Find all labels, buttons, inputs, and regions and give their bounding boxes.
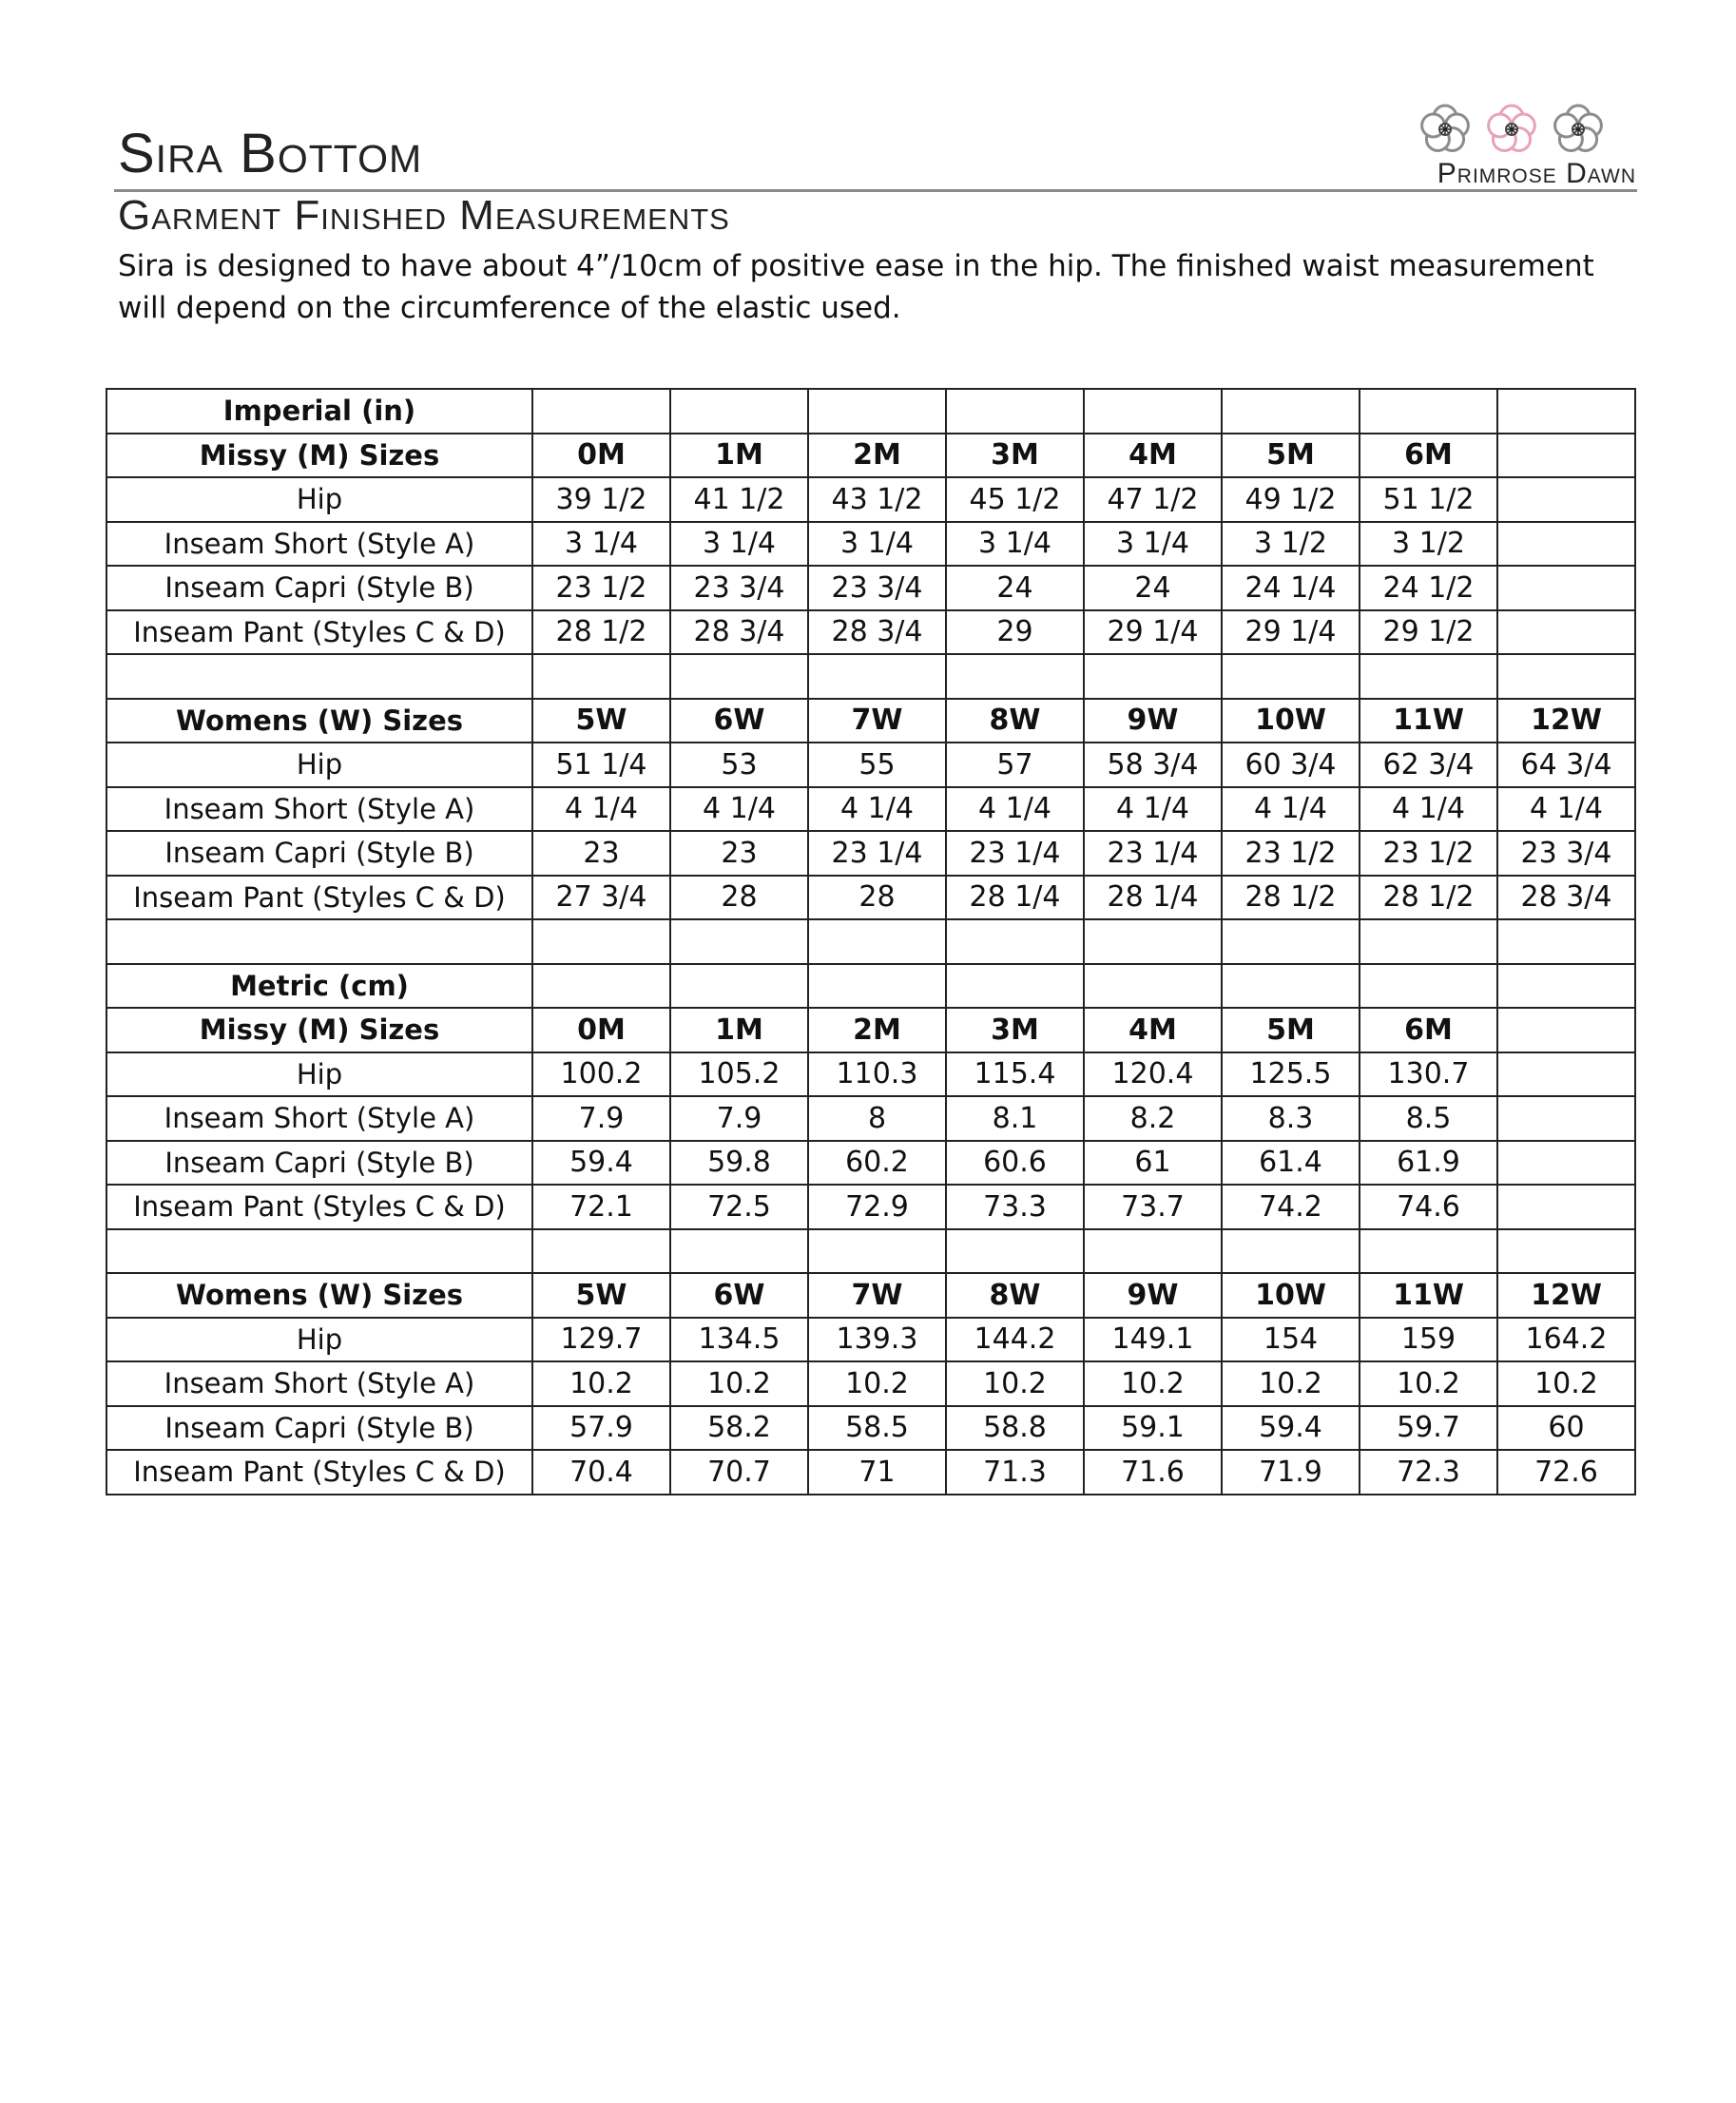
table-cell: 59.4	[532, 1141, 670, 1186]
table-cell	[1360, 964, 1497, 1009]
table-cell: 62 3/4	[1360, 743, 1497, 787]
table-cell: 10.2	[670, 1361, 808, 1406]
table-cell: 10.2	[532, 1361, 670, 1406]
table-cell: 23 1/2	[1360, 831, 1497, 876]
spacer-row	[106, 654, 1635, 699]
table-cell: 74.2	[1222, 1185, 1360, 1229]
table-cell: 23 1/2	[1222, 831, 1360, 876]
table-cell: 72.1	[532, 1185, 670, 1229]
table-cell: 2M	[808, 1008, 946, 1052]
unit-system-row	[106, 964, 1635, 1009]
table-cell: 11W	[1360, 699, 1497, 743]
table-cell	[670, 964, 808, 1009]
table-cell	[1497, 1141, 1635, 1186]
table-cell: 4 1/4	[670, 787, 808, 832]
table-cell: 8W	[946, 1273, 1084, 1318]
table-cell: 29 1/4	[1222, 610, 1360, 655]
table-cell: 74.6	[1360, 1185, 1497, 1229]
table-cell	[1222, 1229, 1360, 1274]
table-cell	[670, 919, 808, 964]
table-row	[106, 831, 1635, 876]
table-cell: 58 3/4	[1084, 743, 1222, 787]
table-cell: 3 1/2	[1222, 522, 1360, 567]
table-cell: 12W	[1497, 1273, 1635, 1318]
table-cell: 8.5	[1360, 1096, 1497, 1141]
table-cell: 23 3/4	[808, 566, 946, 610]
table-cell: 60.2	[808, 1141, 946, 1186]
table-cell: 10W	[1222, 699, 1360, 743]
table-cell: 59.7	[1360, 1406, 1497, 1451]
row-label-cell	[106, 1229, 532, 1274]
table-cell	[670, 1229, 808, 1274]
table-cell: 24 1/2	[1360, 566, 1497, 610]
table-cell	[1497, 389, 1635, 434]
table-cell: 23 1/4	[1084, 831, 1222, 876]
table-cell: 10.2	[1360, 1361, 1497, 1406]
table-cell	[1497, 654, 1635, 699]
table-cell: 23 3/4	[1497, 831, 1635, 876]
row-label-cell: Inseam Short (Style A)	[106, 522, 532, 567]
table-cell: 8W	[946, 699, 1084, 743]
table-row	[106, 743, 1635, 787]
row-label-cell: Inseam Pant (Styles C & D)	[106, 1450, 532, 1495]
table-cell: 3 1/4	[670, 522, 808, 567]
table-cell: 164.2	[1497, 1318, 1635, 1362]
table-cell: 3M	[946, 434, 1084, 478]
table-cell: 23 1/4	[808, 831, 946, 876]
table-cell	[1497, 1229, 1635, 1274]
row-label-cell: Hip	[106, 477, 532, 522]
table-cell: 23	[670, 831, 808, 876]
table-row	[106, 876, 1635, 920]
table-cell: 59.8	[670, 1141, 808, 1186]
table-cell: 130.7	[1360, 1052, 1497, 1097]
table-cell: 72.5	[670, 1185, 808, 1229]
row-label-cell: Womens (W) Sizes	[106, 699, 532, 743]
measurements-table-body	[106, 389, 1635, 1495]
table-cell: 61.4	[1222, 1141, 1360, 1186]
table-cell: 70.4	[532, 1450, 670, 1495]
table-cell: 24 1/4	[1222, 566, 1360, 610]
table-cell: 60.6	[946, 1141, 1084, 1186]
table-cell	[1497, 434, 1635, 478]
unit-system-row	[106, 389, 1635, 434]
table-cell	[1497, 1052, 1635, 1097]
table-cell: 4 1/4	[1497, 787, 1635, 832]
table-cell: 1M	[670, 434, 808, 478]
table-cell: 134.5	[670, 1318, 808, 1362]
table-row	[106, 566, 1635, 610]
table-cell: 58.5	[808, 1406, 946, 1451]
row-label-cell: Inseam Capri (Style B)	[106, 1141, 532, 1186]
table-cell: 41 1/2	[670, 477, 808, 522]
table-cell: 10W	[1222, 1273, 1360, 1318]
table-cell	[1360, 1229, 1497, 1274]
table-cell: 71.9	[1222, 1450, 1360, 1495]
table-cell: 12W	[1497, 699, 1635, 743]
table-cell	[808, 389, 946, 434]
table-cell: 120.4	[1084, 1052, 1222, 1097]
table-cell: 4 1/4	[1360, 787, 1497, 832]
table-row	[106, 1185, 1635, 1229]
table-cell: 61	[1084, 1141, 1222, 1186]
table-cell	[1497, 1008, 1635, 1052]
table-cell: 9W	[1084, 1273, 1222, 1318]
table-cell: 3 1/4	[946, 522, 1084, 567]
table-cell: 28 1/4	[946, 876, 1084, 920]
table-cell	[808, 964, 946, 1009]
table-cell: 3 1/2	[1360, 522, 1497, 567]
brand-name: Primrose Dawn	[1437, 158, 1636, 189]
table-cell: 59.4	[1222, 1406, 1360, 1451]
table-cell: 71.6	[1084, 1450, 1222, 1495]
row-label-cell: Missy (M) Sizes	[106, 434, 532, 478]
table-cell: 73.3	[946, 1185, 1084, 1229]
table-cell: 7.9	[670, 1096, 808, 1141]
table-cell: 8.2	[1084, 1096, 1222, 1141]
table-cell: 10.2	[808, 1361, 946, 1406]
table-cell: 23 1/4	[946, 831, 1084, 876]
table-cell: 43 1/2	[808, 477, 946, 522]
spacer-row	[106, 1229, 1635, 1274]
table-row	[106, 1450, 1635, 1495]
table-cell: 71	[808, 1450, 946, 1495]
table-cell: 129.7	[532, 1318, 670, 1362]
table-cell: 1M	[670, 1008, 808, 1052]
table-cell	[1497, 1185, 1635, 1229]
table-cell: 51 1/4	[532, 743, 670, 787]
table-cell	[532, 1229, 670, 1274]
table-cell	[946, 654, 1084, 699]
table-cell	[1084, 1229, 1222, 1274]
table-cell: 10.2	[1222, 1361, 1360, 1406]
table-cell: 3 1/4	[1084, 522, 1222, 567]
table-cell: 29 1/4	[1084, 610, 1222, 655]
table-cell: 10.2	[1084, 1361, 1222, 1406]
table-row	[106, 610, 1635, 655]
table-cell: 53	[670, 743, 808, 787]
table-cell	[1084, 919, 1222, 964]
table-cell: 57.9	[532, 1406, 670, 1451]
table-cell: 0M	[532, 434, 670, 478]
table-cell: 4 1/4	[532, 787, 670, 832]
spacer-row	[106, 919, 1635, 964]
table-cell	[1360, 389, 1497, 434]
table-cell: 60	[1497, 1406, 1635, 1451]
table-cell	[1084, 654, 1222, 699]
table-cell: 24	[1084, 566, 1222, 610]
table-cell	[1084, 964, 1222, 1009]
size-header-row	[106, 1273, 1635, 1318]
table-cell	[1222, 654, 1360, 699]
table-cell	[1497, 477, 1635, 522]
table-cell: 3 1/4	[532, 522, 670, 567]
table-cell: 28 1/2	[532, 610, 670, 655]
table-cell: 49 1/2	[1222, 477, 1360, 522]
table-cell: 6M	[1360, 434, 1497, 478]
table-cell: 10.2	[946, 1361, 1084, 1406]
table-cell	[1497, 566, 1635, 610]
table-cell: 71.3	[946, 1450, 1084, 1495]
table-cell	[532, 389, 670, 434]
table-cell	[1084, 389, 1222, 434]
table-cell	[1497, 964, 1635, 1009]
table-cell: 125.5	[1222, 1052, 1360, 1097]
table-cell	[946, 1229, 1084, 1274]
table-cell: 5M	[1222, 434, 1360, 478]
table-cell	[1497, 610, 1635, 655]
table-cell: 9W	[1084, 699, 1222, 743]
table-cell	[532, 654, 670, 699]
table-cell: 24	[946, 566, 1084, 610]
row-label-cell: Inseam Short (Style A)	[106, 1361, 532, 1406]
row-label-cell: Inseam Pant (Styles C & D)	[106, 610, 532, 655]
table-cell: 8.1	[946, 1096, 1084, 1141]
table-cell: 47 1/2	[1084, 477, 1222, 522]
table-cell: 57	[946, 743, 1084, 787]
table-cell	[808, 1229, 946, 1274]
table-cell: 28 1/4	[1084, 876, 1222, 920]
row-label-cell: Metric (cm)	[106, 964, 532, 1009]
table-cell: 115.4	[946, 1052, 1084, 1097]
table-cell: 61.9	[1360, 1141, 1497, 1186]
measurements-table	[106, 388, 1636, 1495]
table-row	[106, 1406, 1635, 1451]
table-row	[106, 1361, 1635, 1406]
table-cell: 72.9	[808, 1185, 946, 1229]
table-cell	[1222, 964, 1360, 1009]
table-cell: 8	[808, 1096, 946, 1141]
table-cell: 7W	[808, 699, 946, 743]
table-cell	[1497, 919, 1635, 964]
table-cell: 64 3/4	[1497, 743, 1635, 787]
table-cell: 28	[670, 876, 808, 920]
table-cell: 4M	[1084, 1008, 1222, 1052]
table-cell	[1497, 522, 1635, 567]
section-title: Garment Finished Measurements	[118, 192, 730, 239]
table-cell: 58.8	[946, 1406, 1084, 1451]
size-header-row	[106, 434, 1635, 478]
table-cell	[1222, 919, 1360, 964]
table-cell: 4 1/4	[1084, 787, 1222, 832]
row-label-cell: Hip	[106, 1318, 532, 1362]
table-cell	[1222, 389, 1360, 434]
table-row	[106, 522, 1635, 567]
table-cell: 2M	[808, 434, 946, 478]
table-cell: 28	[808, 876, 946, 920]
row-label-cell: Inseam Short (Style A)	[106, 1096, 532, 1141]
row-label-cell	[106, 919, 532, 964]
size-header-row	[106, 699, 1635, 743]
table-cell	[808, 919, 946, 964]
intro-paragraph: Sira is designed to have about 4”/10cm of positive ease in the hip. The finished waist measurement will depend on the circumference of the elastic used.	[118, 249, 1594, 325]
table-cell: 6W	[670, 1273, 808, 1318]
row-label-cell: Womens (W) Sizes	[106, 1273, 532, 1318]
table-row	[106, 1052, 1635, 1097]
table-cell: 5M	[1222, 1008, 1360, 1052]
row-label-cell: Hip	[106, 743, 532, 787]
row-label-cell: Hip	[106, 1052, 532, 1097]
table-cell: 10.2	[1497, 1361, 1635, 1406]
row-label-cell: Inseam Capri (Style B)	[106, 566, 532, 610]
table-cell: 28 3/4	[1497, 876, 1635, 920]
table-cell	[1360, 919, 1497, 964]
table-cell	[532, 919, 670, 964]
table-cell: 72.6	[1497, 1450, 1635, 1495]
table-cell: 73.7	[1084, 1185, 1222, 1229]
table-cell	[1360, 654, 1497, 699]
table-cell: 27 3/4	[532, 876, 670, 920]
table-cell: 144.2	[946, 1318, 1084, 1362]
table-row	[106, 1141, 1635, 1186]
table-cell: 3M	[946, 1008, 1084, 1052]
table-cell: 3 1/4	[808, 522, 946, 567]
table-cell: 11W	[1360, 1273, 1497, 1318]
table-row	[106, 787, 1635, 832]
table-cell: 100.2	[532, 1052, 670, 1097]
table-cell: 4M	[1084, 434, 1222, 478]
table-cell: 4 1/4	[1222, 787, 1360, 832]
row-label-cell: Inseam Pant (Styles C & D)	[106, 876, 532, 920]
table-cell	[532, 964, 670, 1009]
table-cell: 29	[946, 610, 1084, 655]
table-cell: 154	[1222, 1318, 1360, 1362]
row-label-cell: Inseam Pant (Styles C & D)	[106, 1185, 532, 1229]
table-cell: 23 1/2	[532, 566, 670, 610]
size-header-row	[106, 1008, 1635, 1052]
table-cell: 23 3/4	[670, 566, 808, 610]
table-cell: 39 1/2	[532, 477, 670, 522]
table-cell	[946, 919, 1084, 964]
row-label-cell: Imperial (in)	[106, 389, 532, 434]
table-cell: 59.1	[1084, 1406, 1222, 1451]
table-cell: 72.3	[1360, 1450, 1497, 1495]
table-cell: 45 1/2	[946, 477, 1084, 522]
table-cell: 55	[808, 743, 946, 787]
table-cell: 8.3	[1222, 1096, 1360, 1141]
table-cell: 4 1/4	[946, 787, 1084, 832]
row-label-cell: Inseam Short (Style A)	[106, 787, 532, 832]
table-cell	[670, 389, 808, 434]
table-row	[106, 477, 1635, 522]
table-row	[106, 1096, 1635, 1141]
table-cell: 23	[532, 831, 670, 876]
document-title: Sira Bottom	[118, 123, 423, 184]
table-cell: 6W	[670, 699, 808, 743]
table-cell: 4 1/4	[808, 787, 946, 832]
table-cell: 28 3/4	[808, 610, 946, 655]
row-label-cell: Missy (M) Sizes	[106, 1008, 532, 1052]
table-cell: 0M	[532, 1008, 670, 1052]
table-cell: 70.7	[670, 1450, 808, 1495]
table-cell	[808, 654, 946, 699]
table-cell: 6M	[1360, 1008, 1497, 1052]
table-cell: 28 1/2	[1222, 876, 1360, 920]
table-cell	[1497, 1096, 1635, 1141]
three-flower-logo-icon	[1412, 100, 1611, 159]
table-cell	[946, 389, 1084, 434]
table-cell: 5W	[532, 1273, 670, 1318]
row-label-cell: Inseam Capri (Style B)	[106, 1406, 532, 1451]
brand-logo	[1383, 100, 1640, 187]
table-row	[106, 1318, 1635, 1362]
table-cell: 29 1/2	[1360, 610, 1497, 655]
table-cell: 159	[1360, 1318, 1497, 1362]
row-label-cell: Inseam Capri (Style B)	[106, 831, 532, 876]
table-cell: 28 3/4	[670, 610, 808, 655]
table-cell	[946, 964, 1084, 1009]
table-cell: 7.9	[532, 1096, 670, 1141]
table-cell: 58.2	[670, 1406, 808, 1451]
table-cell: 105.2	[670, 1052, 808, 1097]
table-cell: 149.1	[1084, 1318, 1222, 1362]
table-cell: 5W	[532, 699, 670, 743]
table-cell: 51 1/2	[1360, 477, 1497, 522]
row-label-cell	[106, 654, 532, 699]
table-cell: 60 3/4	[1222, 743, 1360, 787]
table-cell: 139.3	[808, 1318, 946, 1362]
table-cell: 110.3	[808, 1052, 946, 1097]
table-cell	[670, 654, 808, 699]
table-cell: 28 1/2	[1360, 876, 1497, 920]
table-cell: 7W	[808, 1273, 946, 1318]
